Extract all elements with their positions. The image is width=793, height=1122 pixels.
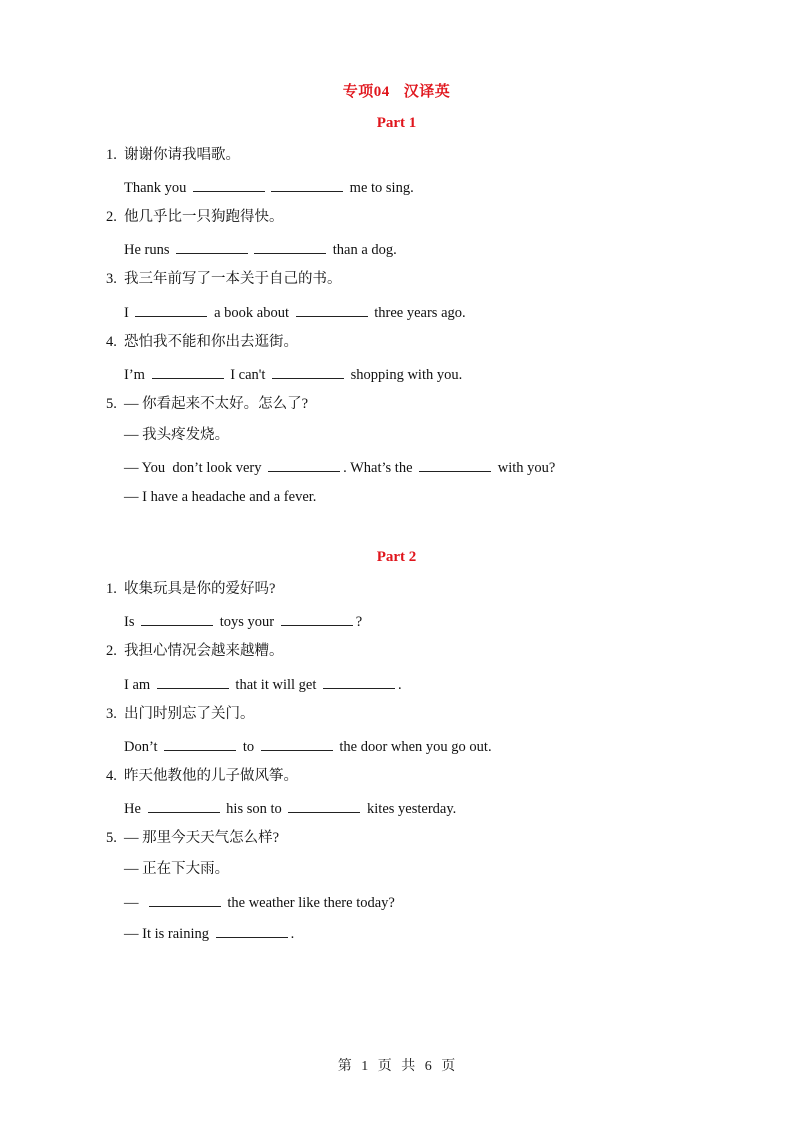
part2-question-4-chinese: 4. 昨天他教他的儿子做风筝。	[106, 768, 298, 784]
document-title	[0, 80, 793, 101]
part2-question-3-english: Don’t to the door when you go out.	[124, 736, 492, 756]
question-2-english: He runs than a dog.	[124, 239, 397, 259]
part2-question-1-english: Is toys your ?	[124, 611, 362, 631]
answer-blank[interactable]	[288, 798, 360, 813]
answer-blank[interactable]	[135, 302, 207, 317]
part-2-heading: Part 2	[376, 549, 417, 565]
answer-blank[interactable]	[141, 611, 213, 626]
part2-question-2-chinese: 2. 我担心情况会越来越糟。	[106, 643, 284, 659]
answer-blank[interactable]	[268, 457, 340, 472]
total-pages-number: 6	[424, 1059, 432, 1074]
part2-question-2-english: I am that it will get .	[124, 674, 402, 694]
answer-blank[interactable]	[193, 177, 265, 192]
question-5-english-line-2: — I have a headache and a fever.	[124, 489, 317, 505]
answer-blank[interactable]	[176, 239, 248, 254]
question-3-chinese: 3. 我三年前写了一本关于自己的书。	[106, 271, 342, 287]
part2-question-5-chinese-line-2: — 正在下大雨。	[124, 861, 230, 877]
answer-blank[interactable]	[271, 177, 343, 192]
answer-blank[interactable]	[281, 611, 353, 626]
answer-blank[interactable]	[419, 457, 491, 472]
answer-blank[interactable]	[149, 892, 221, 907]
answer-blank[interactable]	[261, 736, 333, 751]
current-page-number: 1	[361, 1059, 369, 1074]
part2-question-1-chinese: 1. 收集玩具是你的爱好吗?	[106, 581, 276, 597]
part2-question-3-chinese: 3. 出门时别忘了关门。	[106, 706, 255, 722]
answer-blank[interactable]	[164, 736, 236, 751]
part2-question-4-english: He his son to kites yesterday.	[124, 798, 456, 818]
question-5-chinese-line-2: — 我头疼发烧。	[124, 427, 230, 443]
title-prefix: 专项04	[342, 84, 390, 100]
answer-blank[interactable]	[152, 364, 224, 379]
question-4-english: I’m I can't shopping with you.	[124, 364, 462, 384]
question-5-chinese-line-1: 5. — 你看起来不太好。怎么了?	[106, 396, 309, 412]
question-2-chinese: 2. 他几乎比一只狗跑得快。	[106, 209, 284, 225]
part2-question-5-english-line-1: — the weather like there today?	[124, 892, 395, 912]
answer-blank[interactable]	[157, 674, 229, 689]
part2-question-5-chinese-line-1: 5. — 那里今天天气怎么样?	[106, 830, 280, 846]
part-1-heading: Part 1	[376, 115, 417, 131]
question-4-chinese: 4. 恐怕我不能和你出去逛街。	[106, 334, 298, 350]
page-footer: 第 1 页 共 6 页	[337, 1059, 456, 1074]
answer-blank[interactable]	[296, 302, 368, 317]
question-5-english-line-1: — You don’t look very . What’s the with you?	[124, 457, 555, 477]
answer-blank[interactable]	[148, 798, 220, 813]
answer-blank[interactable]	[254, 239, 326, 254]
question-1-english: Thank you me to sing.	[124, 177, 414, 197]
answer-blank[interactable]	[323, 674, 395, 689]
answer-blank[interactable]	[272, 364, 344, 379]
question-1-chinese: 1. 谢谢你请我唱歌。	[106, 147, 240, 163]
answer-blank[interactable]	[216, 923, 288, 938]
question-3-english: I a book about three years ago.	[124, 302, 466, 322]
part2-question-5-english-line-2: — It is raining .	[124, 923, 294, 943]
title-main: 汉译英	[403, 84, 451, 100]
